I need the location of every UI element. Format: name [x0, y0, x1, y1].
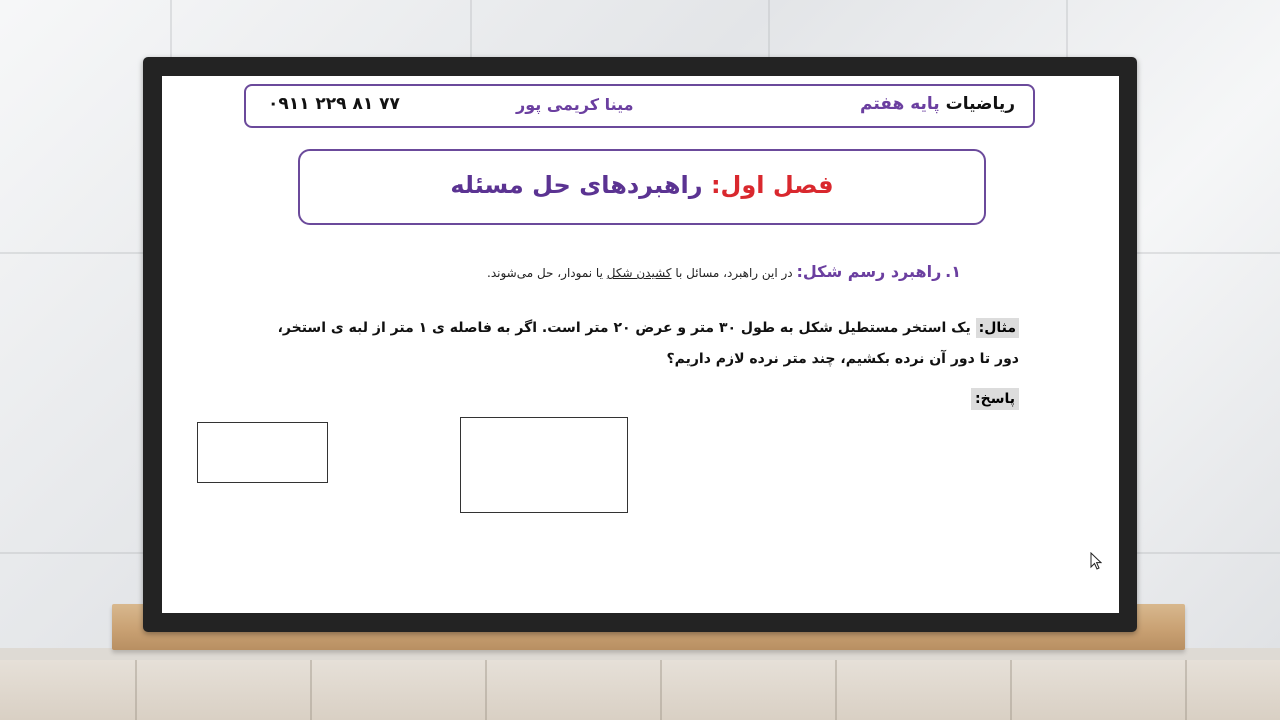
floor-seam — [310, 660, 312, 720]
floor-seam — [485, 660, 487, 720]
floor-seam — [135, 660, 137, 720]
drawn-rectangle-large — [460, 417, 628, 513]
mouse-pointer-icon — [1090, 552, 1102, 570]
strategy-text-after: یا نمودار، حل می‌شوند. — [487, 266, 603, 280]
grade-label: پایه هفتم — [860, 94, 940, 114]
drawn-rectangle-small — [197, 422, 328, 483]
example-line-1: یک استخر مستطیل شکل به طول ۳۰ متر و عرض ۲۰ متر است. اگر به فاصله ی ۱ متر از لبه ی استخر، — [277, 320, 971, 336]
example-block — [259, 313, 1019, 375]
header-subject — [860, 94, 1015, 114]
strategy-title: راهبرد رسم شکل: — [796, 262, 942, 281]
example-label: مثال: — [976, 318, 1019, 338]
chapter-box — [298, 149, 986, 225]
floor — [0, 660, 1280, 720]
chapter-title — [450, 171, 833, 199]
strategy-line — [487, 262, 961, 281]
subject-label: ریاضیات — [945, 94, 1015, 114]
strategy-number: ۱. — [945, 262, 961, 281]
strategy-underlined: کشیدن شکل — [606, 266, 672, 280]
floor-seam — [1010, 660, 1012, 720]
example-line-2: دور تا دور آن نرده بکشیم، چند متر نرده لازم داریم؟ — [666, 351, 1019, 367]
strategy-text-before: در این راهبرد، مسائل با — [675, 266, 793, 280]
floor-seam — [835, 660, 837, 720]
answer-label: پاسخ: — [971, 388, 1019, 410]
chapter-prefix: فصل اول: — [710, 171, 834, 199]
author-name: مینا کریمی پور — [516, 95, 634, 114]
chapter-name: راهبردهای حل مسئله — [450, 171, 703, 199]
phone-number: ۰۹۱۱ ۲۲۹ ۸۱ ۷۷ — [268, 94, 400, 114]
slide-header — [244, 84, 1035, 128]
floor-seam — [660, 660, 662, 720]
floor-seam — [1185, 660, 1187, 720]
slide-screen — [162, 76, 1119, 613]
